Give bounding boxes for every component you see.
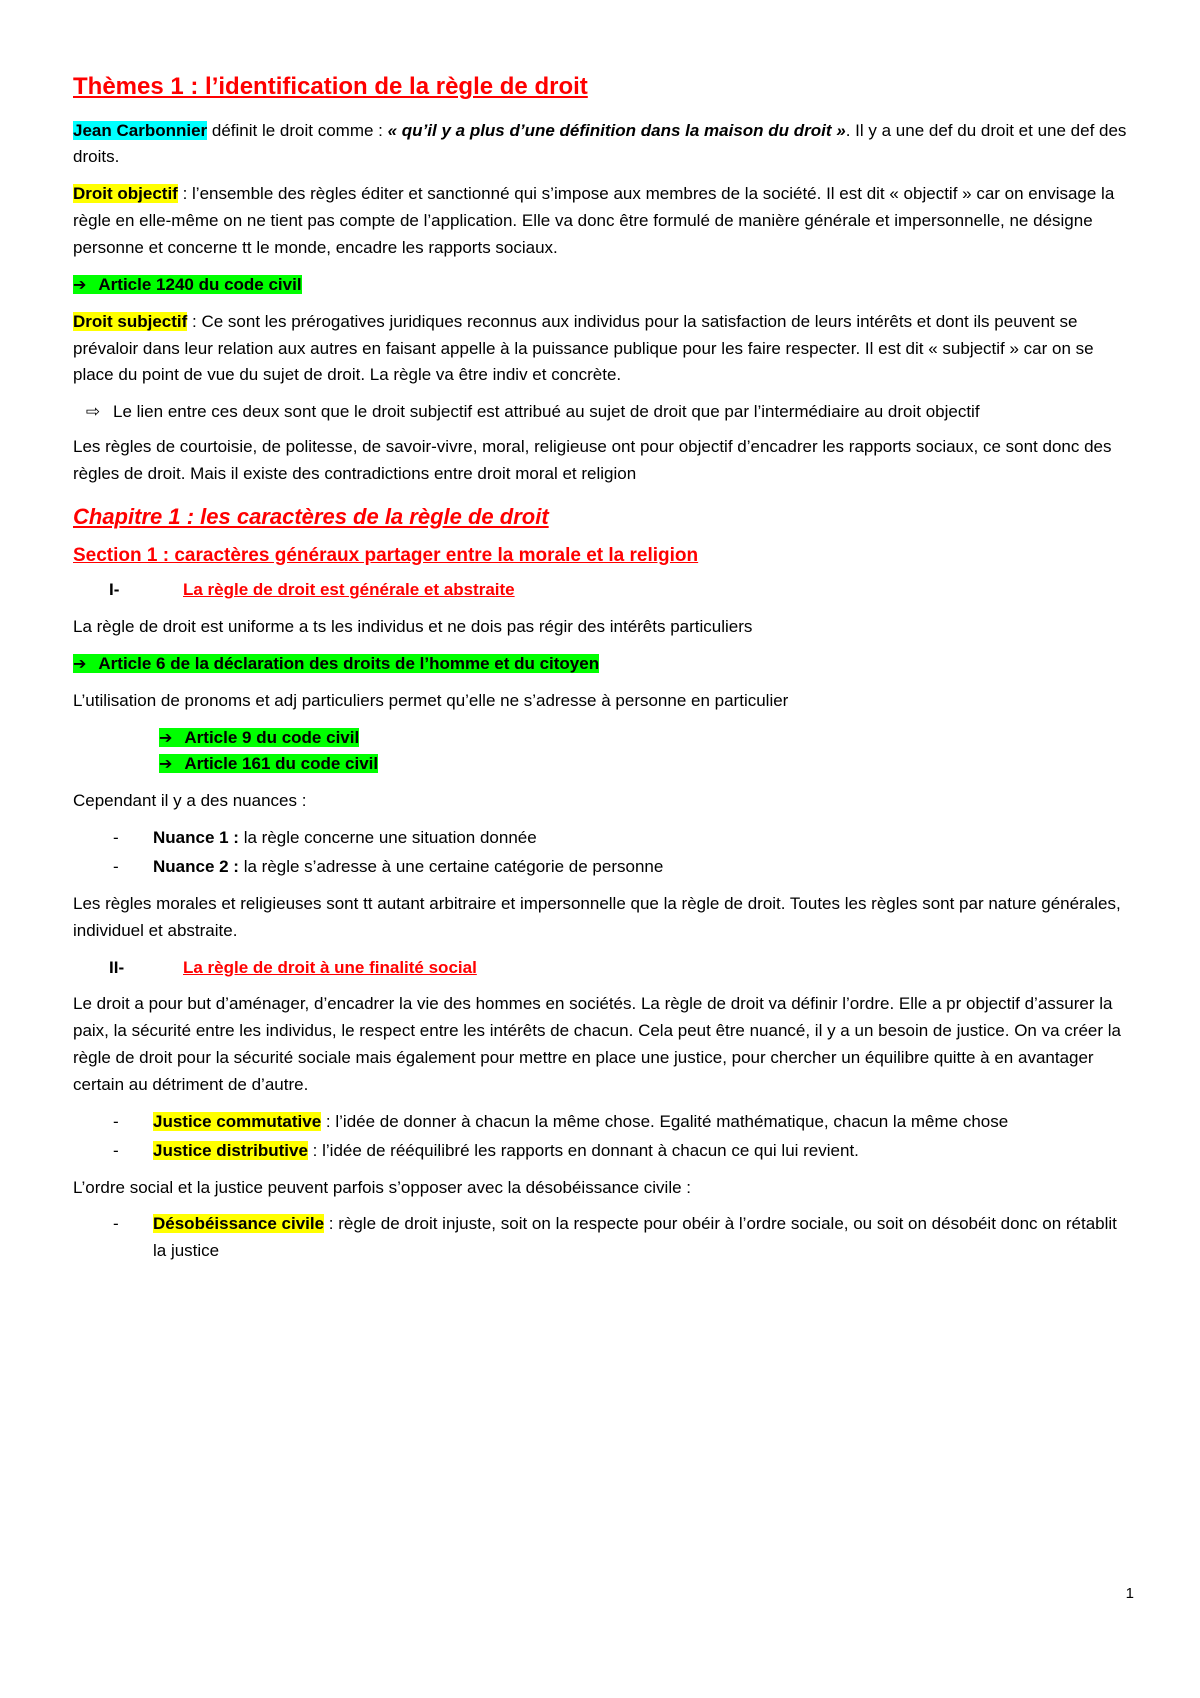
article-ref-group bbox=[73, 725, 1133, 779]
desobeissance-list bbox=[73, 1211, 1133, 1265]
article-ref: ➔ Article 161 du code civil bbox=[159, 754, 379, 774]
dash-bullet: - bbox=[113, 1111, 119, 1131]
page-number: 1 bbox=[1125, 1585, 1134, 1602]
list-item: - Désobéissance civile : règle de droit injuste, soit on la respecte pour obéir à l’ordre sociale, ou soit on désobéit donc on rétablit la justice bbox=[73, 1211, 1133, 1265]
part-heading: II- La règle de droit à une finalité social bbox=[109, 957, 477, 977]
dash-bullet: - bbox=[113, 1140, 119, 1160]
document-page bbox=[73, 70, 1133, 1275]
justice-list bbox=[73, 1109, 1133, 1165]
part1-paragraph: La règle de droit est uniforme a ts les individus et ne dois pas régir des intérêts particuliers bbox=[73, 617, 753, 637]
part1-paragraph: Les règles morales et religieuses sont tt autant arbitraire et impersonnelle que la règle de droit. Toutes les règles sont par nature générales, individuel et abstraite. bbox=[73, 893, 1121, 940]
article-ref: ➔ Article 6 de la déclaration des droits de l’homme et du citoyen bbox=[73, 653, 600, 673]
list-item: - Justice distributive : l’idée de rééquilibré les rapports en donnant à chacun ce qui lui revient. bbox=[73, 1138, 1133, 1165]
arrow-right-icon: ➔ bbox=[73, 655, 87, 673]
list-item: - Justice commutative : l’idée de donner à chacun la même chose. Egalité mathématique, chacun la même chose bbox=[73, 1109, 1133, 1136]
part2-paragraph: Le droit a pour but d’aménager, d’encadrer la vie des hommes en sociétés. La règle de droit va définir l’ordre. Elle a pr objectif d’assurer la paix, la sécurité entre les individus, le respect entre les intérêts de chacun. Cela peut être nuancé, il y a un besoin de justice. On va créer la règle de droit pour la sécurité sociale mais également pour mettre en place une justice, pour chercher un équilibre quitte à en avantager certain au détriment de d’autre. bbox=[73, 994, 1121, 1094]
arrow-right-icon: ➔ bbox=[73, 276, 87, 294]
droit-subjectif-paragraph: Droit subjectif : Ce sont les prérogatives juridiques reconnus aux individus pour la satisfaction de leurs intérêts et dont ils peuvent se prévaloir dans leur relation aux autres en faisant appelle à la puissance publique pour les faire respecter. Il est dit « subjectif » car on se place du point de vue du sujet de droit. La règle va être indiv et concrète. bbox=[73, 311, 1094, 385]
intro-paragraph: Jean Carbonnier définit le droit comme : « qu’il y a plus d’une définition dans la maison du droit ». Il y a une def du droit et une def des droits. bbox=[73, 120, 1127, 167]
carbonnier-quote: « qu’il y a plus d’une définition dans la maison du droit » bbox=[387, 120, 846, 140]
section-title: Section 1 : caractères généraux partager entre la morale et la religion bbox=[73, 544, 699, 566]
lien-bullet: ⇨ Le lien entre ces deux sont que le droit subjectif est attribué au sujet de droit que par l’intermédiaire au droit objectif bbox=[73, 399, 1133, 426]
droit-subjectif-term: Droit subjectif bbox=[73, 311, 188, 331]
part1-paragraph: Cependant il y a des nuances : bbox=[73, 791, 307, 811]
dash-bullet: - bbox=[113, 856, 119, 876]
part1-paragraph: L’utilisation de pronoms et adj particuliers permet qu’elle ne s’adresse à personne en particulier bbox=[73, 690, 789, 710]
arrow-right-icon: ➔ bbox=[159, 729, 173, 747]
author-highlight: Jean Carbonnier bbox=[73, 120, 208, 140]
list-item: - Nuance 1 : la règle concerne une situation donnée bbox=[73, 825, 1133, 852]
chapter-title: Chapitre 1 : les caractères de la règle de droit bbox=[73, 503, 549, 529]
list-item: - Nuance 2 : la règle s’adresse à une certaine catégorie de personne bbox=[73, 854, 1133, 881]
droit-objectif-term: Droit objectif bbox=[73, 184, 178, 204]
arrow-right-icon: ➔ bbox=[159, 756, 173, 774]
article-ref: ➔ Article 9 du code civil bbox=[159, 727, 360, 747]
dash-bullet: - bbox=[113, 828, 119, 848]
article-ref: ➔ Article 1240 du code civil bbox=[73, 274, 302, 294]
theme-title: Thèmes 1 : l’identification de la règle de droit bbox=[73, 73, 588, 100]
part2-paragraph: L’ordre social et la justice peuvent parfois s’opposer avec la désobéissance civile : bbox=[73, 1177, 692, 1197]
droit-objectif-paragraph: Droit objectif : l’ensemble des règles éditer et sanctionné qui s’impose aux membres de la société. Il est dit « objectif » car on envisage la règle en elle-même on ne tient pas compte de l’application. Elle va donc être formulé de manière générale et impersonnelle, ne désigne personne et concerne tt le monde, encadre les rapports sociaux. bbox=[73, 184, 1115, 258]
dash-bullet: - bbox=[113, 1214, 119, 1234]
nuance-list bbox=[73, 825, 1133, 881]
courtoisie-paragraph: Les règles de courtoisie, de politesse, de savoir-vivre, moral, religieuse ont pour objectif d’encadrer les rapports sociaux, ce sont donc des règles de droit. Mais il existe des contradictions entre droit moral et religion bbox=[73, 437, 1112, 483]
part-heading: I- La règle de droit est générale et abstraite bbox=[109, 580, 515, 600]
hollow-arrow-icon: ⇨ bbox=[85, 402, 101, 422]
